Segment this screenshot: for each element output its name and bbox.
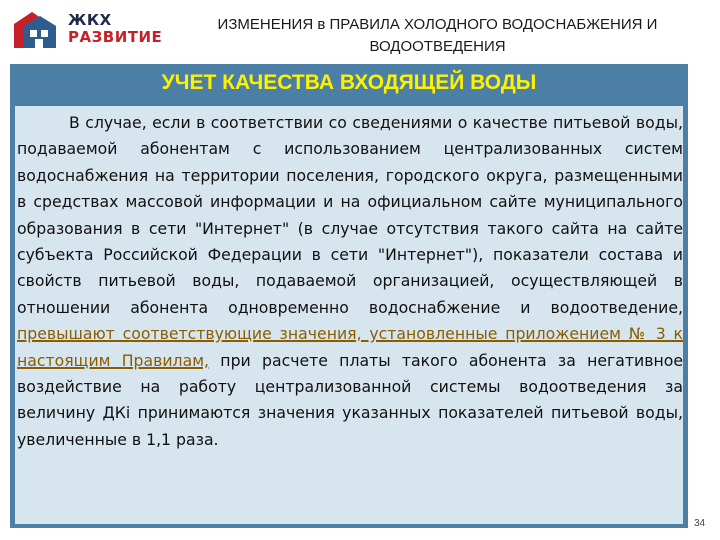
page-title-line-2: ВОДООТВЕДЕНИЯ: [369, 38, 506, 55]
body-paragraph: [17, 110, 683, 453]
body-text-part-1: В случае, если в соответствии со сведениями о качестве питьевой воды, подаваемой абонентам с использованием централизованных систем водоснабжения на территории поселения, городского округа, размещенными в средствах массовой информации и на официальном сайте муниципального образования в сети "Интернет" (в случае отсутствия такого сайта на сайте субъекта Российской Федерации в сети "Интернет"), показатели состава и свойств питьевой воды, подаваемой организацией, осуществляющей в отношении абонента одновременно водоснабжение и водоотведение,: [17, 113, 683, 317]
body-text-highlight: превышают соответствующие значения, установленные приложением № 3 к настоящим Правилам,: [17, 324, 683, 370]
page-title: [165, 14, 710, 58]
page-number: 34: [694, 518, 706, 529]
page-title-line-1: ИЗМЕНЕНИЯ в ПРАВИЛА ХОЛОДНОГО ВОДОСНАБЖЕНИЯ И: [217, 16, 658, 33]
house-logo-icon: [10, 10, 62, 50]
panel-title: УЧЕТ КАЧЕСТВА ВХОДЯЩЕЙ ВОДЫ: [161, 71, 537, 94]
logo-line-1: ЖКХ: [68, 11, 112, 29]
body-text-part-2: при расчете платы такого абонента за негативное воздействие на работу централизованной системы водоотведения за величину ДКi принимаются значения указанных показателей питьевой воды, увеличенные в 1,1 раза.: [17, 350, 683, 449]
logo-line-2: РАЗВИТИЕ: [68, 28, 163, 46]
logo: [10, 10, 163, 50]
